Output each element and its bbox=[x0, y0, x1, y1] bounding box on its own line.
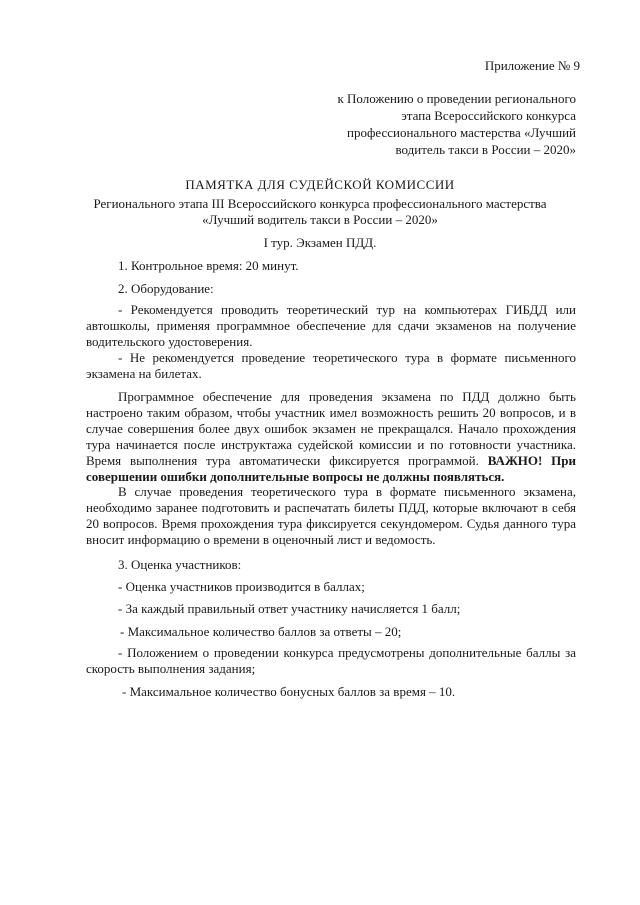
appendix-reference-line: профессионального мастерства «Лучший bbox=[347, 125, 576, 140]
paragraph-line: автошколы, применяя программное обеспечение для сдачи экзаменов на получение bbox=[86, 318, 576, 333]
paragraph-line: водительского удостоверения. bbox=[86, 334, 253, 349]
subtitle-line: Регионального этапа III Всероссийского конкурса профессионального мастерства bbox=[93, 196, 547, 211]
paragraph-line: случае совершения более двух ошибок экзамен не прекращался. Начало прохождения bbox=[86, 421, 576, 436]
subtitle-line: «Лучший водитель такси в России – 2020» bbox=[202, 212, 438, 227]
appendix-number: Приложение № 9 bbox=[484, 58, 580, 73]
bonus-points-paragraph bbox=[86, 645, 576, 677]
appendix-reference-line: к Положению о проведении регионального bbox=[337, 91, 576, 106]
appendix-reference-line: водитель такси в России – 2020» bbox=[395, 142, 576, 157]
equipment-paragraph-1 bbox=[86, 302, 576, 350]
paragraph-line: настроено таким образом, чтобы участник имел возможность решить 20 вопросов, и в bbox=[86, 405, 576, 420]
paragraph-line: необходимо заранее подготовить и распечатать билеты ПДД, которые включают в себя bbox=[86, 500, 576, 515]
paragraph-line bbox=[86, 469, 576, 485]
appendix-reference-line: этапа Всероссийского конкурса bbox=[401, 108, 576, 123]
paragraph-text: Время выполнения тура автоматически фиксируется программой. bbox=[86, 453, 479, 468]
important-note-continued: совершении ошибки дополнительные вопросы не должны появляться. bbox=[86, 469, 505, 484]
paragraph-line: - Рекомендуется проводить теоретический тур на компьютерах ГИБДД или bbox=[118, 302, 576, 317]
paragraph-line: В случае проведения теоретического тура в формате письменного экзамена, bbox=[118, 484, 576, 499]
evaluation-item: - Оценка участников производится в баллах; bbox=[118, 579, 365, 594]
paragraph-line: Программное обеспечение для проведения экзамена по ПДД должно быть bbox=[118, 389, 576, 404]
document-subtitle bbox=[80, 196, 560, 228]
written-exam-paragraph bbox=[86, 484, 576, 548]
paragraph-line bbox=[86, 453, 576, 469]
paragraph-line: тура начинается после инструктажа судейской комиссии и по готовности участника. bbox=[86, 437, 576, 452]
tour-heading: I тур. Экзамен ПДД. bbox=[263, 235, 377, 250]
evaluation-item: - Максимальное количество бонусных баллов за время – 10. bbox=[122, 684, 456, 699]
paragraph-line: скорость выполнения задания; bbox=[86, 661, 256, 676]
paragraph-line: вносит информацию о времени в оценочный лист и ведомость. bbox=[86, 532, 436, 547]
equipment-paragraph-2 bbox=[86, 350, 576, 382]
evaluation-heading: 3. Оценка участников: bbox=[118, 557, 242, 572]
control-time-item: 1. Контрольное время: 20 минут. bbox=[118, 258, 299, 273]
paragraph-line: - Положением о проведении конкурса предусмотрены дополнительные баллы за bbox=[118, 645, 576, 660]
evaluation-item: - Максимальное количество баллов за ответы – 20; bbox=[120, 624, 402, 639]
equipment-heading: 2. Оборудование: bbox=[118, 281, 214, 296]
paragraph-line: 20 вопросов. Время прохождения тура фиксируется секундомером. Судья данного тура bbox=[86, 516, 576, 531]
appendix-reference bbox=[300, 90, 576, 158]
software-paragraph bbox=[86, 389, 576, 485]
paragraph-line: - Не рекомендуется проведение теоретического тура в формате письменного bbox=[118, 350, 576, 365]
paragraph-line: экзамена на билетах. bbox=[86, 366, 202, 381]
evaluation-item: - За каждый правильный ответ участнику начисляется 1 балл; bbox=[118, 601, 461, 616]
important-note: ВАЖНО! При bbox=[487, 453, 577, 468]
document-title: ПАМЯТКА ДЛЯ СУДЕЙСКОЙ КОМИССИИ bbox=[185, 177, 455, 192]
